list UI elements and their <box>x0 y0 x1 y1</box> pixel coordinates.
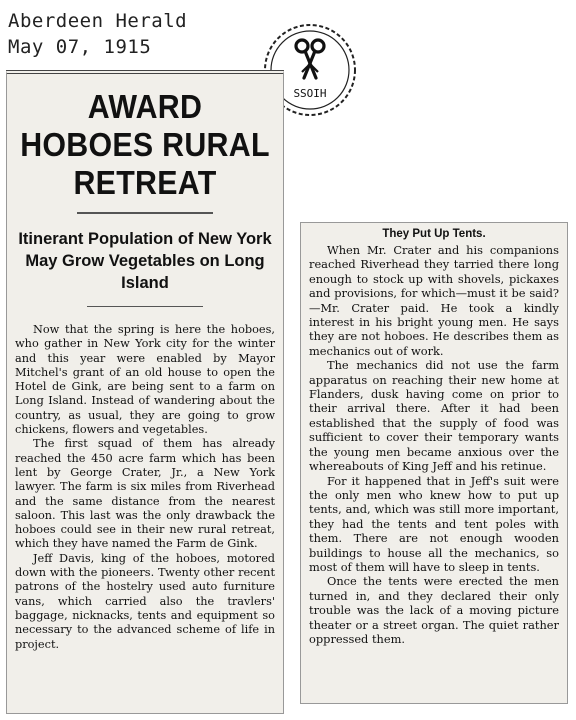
article-left-column <box>6 70 284 714</box>
paragraph: The mechanics did not use the farm apparatus on reaching their new home at Flanders, dusk having come on prior to their arrival there. After it had been established that the supply of food was sufficient to cover their temporary wants the young men became anxious over the whereabouts of King Jeff and his retinue. <box>309 358 559 474</box>
paragraph: The first squad of them has already reached the 450 acre farm which has been lent by George Crater, Jr., a New York lawyer. The farm is six miles from Riverhead and the same distance from the nearest saloon. This last was the only drawback the hoboes could see in their new rural retreat, which they have named the Farm de Gink. <box>15 437 275 551</box>
paragraph: For it happened that in Jeff's suit were the only men who knew how to put up tents, and, which was still more important, they had the tents and tent poles with them. There are not enough wooden buildings to house all the mechanics, so most of them will have to sleep in tents. <box>309 473 559 574</box>
source-date: May 07, 1915 <box>8 36 152 58</box>
paragraph: Once the tents were erected the men turned in, and they declared their only trouble was the lack of a moving picture theater or a street organ. The quiet rather oppressed them. <box>309 574 559 646</box>
article-body-left <box>15 323 275 652</box>
source-publication: Aberdeen Herald <box>8 10 188 32</box>
headline-rule <box>77 212 213 214</box>
article-headline: AWARD HOBOES RURAL RETREAT <box>20 88 270 201</box>
section-subhead: They Put Up Tents. <box>382 228 486 240</box>
stamp-text: SSOIH <box>293 87 327 100</box>
subheadline-rule <box>87 306 203 307</box>
paragraph: Jeff Davis, king of the hoboes, motored down with the pioneers. Twenty other recent patrons of the hostelry used auto furniture vans, which carried also the travlers' baggage, nicknacks, tents and equipment so necessary to the advanced scheme of life in project. <box>15 551 275 651</box>
paragraph: Now that the spring is here the hoboes, who gather in New York city for the winter and this year were enabled by Mayor Mitchel's grant of an old house to open the Hotel de Gink, are being sent to a farm on Long Island. Instead of wandering about the country, as usual, they are going to grow chickens, flowers and vegetables. <box>15 323 275 437</box>
paragraph: When Mr. Crater and his companions reached Riverhead they tarried there long enough to stock up with shovels, pickaxes and provisions, for which—must it be said?—Mr. Crater paid. He took a kindly interest in his bright young men. He says they are not hoboes. He describes them as mechanics out of work. <box>309 243 559 358</box>
article-subheadline: Itinerant Population of New York May Grow Vegetables on Long Island <box>18 230 272 292</box>
article-body-right <box>309 243 559 646</box>
article-right-column <box>300 222 568 704</box>
